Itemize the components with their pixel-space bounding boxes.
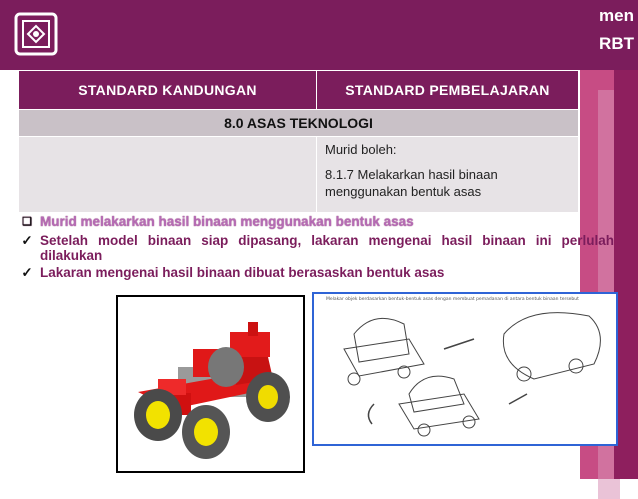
- bullet-item: [20, 233, 614, 263]
- learning-intro: Murid boleh:: [325, 142, 397, 157]
- kandungan-cell: [19, 137, 317, 213]
- header-standard-pembelajaran: STANDARD PEMBELAJARAN: [317, 71, 579, 110]
- checkmark-icon: ✓: [21, 233, 33, 248]
- bullet-text: Setelah model binaan siap dipasang, lakaran mengenai hasil binaan ini perlulah dilakukan: [40, 233, 614, 263]
- banner-title-line1: men: [599, 6, 634, 25]
- learning-item: 8.1.7 Melakarkan hasil binaan menggunakan bentuk asas: [325, 167, 498, 199]
- bullet-item: [20, 265, 614, 280]
- banner-title-line2: RBT: [599, 34, 634, 53]
- bullet-item: [20, 214, 614, 229]
- bullet-text: Lakaran mengenai hasil binaan dibuat berasaskan bentuk asas: [40, 265, 445, 280]
- section-title: 8.0 ASAS TEKNOLOGI: [19, 110, 579, 137]
- top-banner: [0, 0, 638, 70]
- sketch-caption-fine-print: Melakar objek berdasarkan bentuk-bentuk asas dengan membuat pemadanan di antara bentuk binaan tersebut: [326, 297, 579, 302]
- bullet-list: [20, 214, 614, 282]
- logo-emblem-icon: [14, 12, 58, 56]
- pembelajaran-cell: [317, 137, 579, 213]
- car-sketches-image: [312, 292, 618, 446]
- checkbox-square-icon: ❑: [22, 216, 32, 228]
- bullet-text: Murid melakarkan hasil binaan menggunakan bentuk asas: [40, 214, 414, 229]
- header-standard-kandungan: STANDARD KANDUNGAN: [19, 71, 317, 110]
- checkmark-icon: ✓: [21, 265, 33, 280]
- model-car-photo: [116, 295, 305, 473]
- standard-table: [18, 70, 579, 213]
